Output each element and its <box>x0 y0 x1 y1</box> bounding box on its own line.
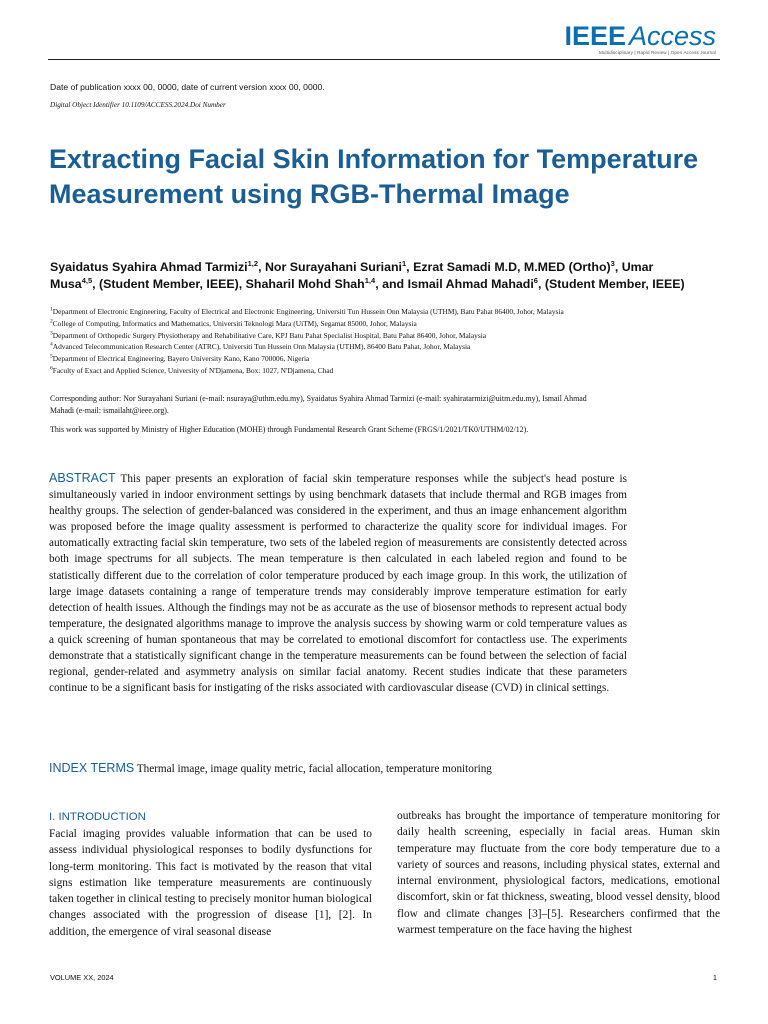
affiliation-item <box>50 353 650 365</box>
author-affil-mark: 6 <box>533 275 538 285</box>
author-sep: , (Student Member, IEEE), <box>92 276 246 291</box>
author-name: Syaidatus Syahira Ahmad Tarmizi <box>50 260 248 274</box>
intro-paragraph-left: Facial imaging provides valuable information that can be used to assess individual physiological responses to bodily dysfunctions for long-term monitoring. This fact is motivated by the reason that vital signs estimation like temperature measurements are continuously taken together in clinical testing to precisely monitor human biological changes associated with the progression of disease [1], [2]. In addition, the emergence of viral seasonal disease <box>49 828 372 938</box>
affiliation-text: Advanced Telecommunication Research Center (ATRC), Universiti Tun Hussein Onn Malaysia (UTHM), 86400 Batu Pahat, Johor, Malaysia <box>52 342 471 352</box>
affiliation-text: Department of Electrical Engineering, Bayero University Kano, Kano 700006, Nigeria <box>52 354 310 364</box>
affiliation-list <box>50 306 650 377</box>
logo-tagline: Multidisciplinary | Rapid Review | Open Access Journal <box>598 50 716 55</box>
corresponding-author: Corresponding author: Nor Surayahani Suriani (e-mail: nsuraya@uthm.edu.my), Syaidatus Syahira Ahmad Tarmizi (e-mail: syahiratarmizi@uitm.edu.my), Ismail Ahmad Mahadi (e-mail: ismailaht@ieee.org). <box>50 394 587 415</box>
affiliation-number: 2 <box>50 318 53 325</box>
author-name: Shaharil Mohd Shah <box>245 276 365 291</box>
author-name: Ismail Ahmad Mahadi <box>407 276 534 291</box>
publication-date: Date of publication xxxx 00, 0000, date of current version xxxx 00, 0000. <box>50 82 325 92</box>
affiliation-text: Department of Orthopedic Surgery Physiotherapy and Rehabilitative Care, KPJ Batu Pahat Specialist Hospital, Batu Pahat 86400, Johor, Malaysia <box>52 330 487 340</box>
affiliation-number: 5 <box>50 353 53 360</box>
body-column-right <box>397 808 720 938</box>
author-sep: , <box>258 260 265 274</box>
affiliation-text: Department of Electronic Engineering, Faculty of Electrical and Electronic Engineering, Universiti Tun Hussein Onn Malaysia (UTHM), Batu Pahat 86400, Johor, Malaysia <box>52 307 564 316</box>
author-sep: , and <box>375 276 408 291</box>
abstract-paragraph <box>49 470 627 696</box>
affiliation-item <box>50 341 650 353</box>
author-affil-mark: 3 <box>610 258 615 268</box>
author-sep: , (Student Member, IEEE) <box>537 276 685 291</box>
author-name: Umar Musa <box>50 260 654 291</box>
header-rule <box>48 59 720 60</box>
paper-title: Extracting Facial Skin Information for Temperature Measurement using RGB-Thermal Image <box>49 144 699 209</box>
body-column-left <box>49 808 372 940</box>
author-sep: , <box>406 260 414 274</box>
footer-volume: VOLUME XX, 2024 <box>50 973 114 982</box>
author-affil-mark: 1,2 <box>247 258 259 268</box>
logo-ieee-text: IEEE <box>564 21 626 51</box>
footer-page-number: 1 <box>712 973 717 982</box>
doi-line: Digital Object Identifier 10.1109/ACCESS.2024.Doi Number <box>50 101 226 109</box>
affiliation-item <box>50 306 650 318</box>
author-affil-mark: 1 <box>402 258 407 268</box>
affiliation-item <box>50 365 650 377</box>
author-sep: , <box>614 260 622 274</box>
affiliation-item <box>50 318 650 330</box>
index-terms <box>49 760 649 777</box>
funding-note: This work was supported by Ministry of Higher Education (MOHE) through Fundamental Research Grant Scheme (FRGS/1/2021/TK0/UTHM/02/12). <box>50 425 529 434</box>
index-terms-label: INDEX TERMS <box>49 761 135 775</box>
affiliation-number: 4 <box>50 341 53 348</box>
affiliation-number: 1 <box>50 306 53 313</box>
affiliation-text: Faculty of Exact and Applied Science, University of N'Djamena, Box: 1027, N'Djamena, Chad <box>52 365 334 375</box>
author-affil-mark: 4,5 <box>81 275 93 285</box>
intro-paragraph-right: outbreaks has brought the importance of temperature monitoring for daily health screening, especially in facial areas. Human skin temperature may fluctuate from the core body temperature due to a variety of sources and reasons, including physical states, external and internal environment, physiological factors, medications, emotional discomfort, skin or fat thickness, sweating, blood vessel density, blood flow and climate changes [3]–[5]. Researchers confirmed that the warmest temperature on the face having the highest <box>397 810 720 937</box>
affiliation-item <box>50 330 650 342</box>
author-affil-mark: 1,4 <box>364 275 376 285</box>
logo-access-text: Access <box>628 21 716 51</box>
affiliation-text: College of Computing, Informatics and Mathematics, Universiti Teknologi Mara (UiTM), Segamat 85000, Johor, Malaysia <box>52 318 417 328</box>
author-name: Ezrat Samadi M.D, M.MED (Ortho) <box>413 260 611 274</box>
section-heading-introduction: I. INTRODUCTION <box>49 811 146 823</box>
affiliation-number: 6 <box>50 365 53 372</box>
abstract-text: This paper presents an exploration of facial skin temperature responses while the subject's head posture is simultaneously varied in indoor environment settings by using benchmark datasets that include thermal and RGB images from healthy groups. The selection of gender-balanced was considered in the experiment, and thus an image enhancement algorithm was proposed before the image quality assessment is performed to characterize the quality score for individual images. For automatically extracting facial skin temperature, two sets of the labeled region of measurements are consistently detected across both image spectrums for all subjects. The mean temperature is then calculated in each labeled region and found to be statistically different due to the correlation of color temperature produced by each image group. In this work, the utilization of large image datasets containing a range of temperature trends may considerably improve temperature estimation for early detection of health issues. Although the findings may not be as accurate as the use of biosensor methods to represent actual body temperature, the designated algorithms manage to improve the analysis success by showing warm or cold temperature values as a quick screening of human spontaneous that may be correlated to emotional discomfort for contactless use. The experiments demonstrate that a statistically significant change in the temperature measurements can be found between the selection of facial regional, gender-related and asymmetry analysis on similar facial anatomy. Recent studies indicate that these parameters continue to be a significant basis for instigating of the risks associated with cardiovascular disease (CVD) in clinical settings. <box>49 473 627 695</box>
index-terms-text: Thermal image, image quality metric, facial allocation, temperature monitoring <box>136 763 492 775</box>
journal-logo <box>564 22 716 55</box>
abstract-label: ABSTRACT <box>49 471 116 485</box>
affiliation-number: 3 <box>50 330 53 337</box>
author-name: Nor Surayahani Suriani <box>264 260 402 274</box>
author-list <box>50 259 690 292</box>
